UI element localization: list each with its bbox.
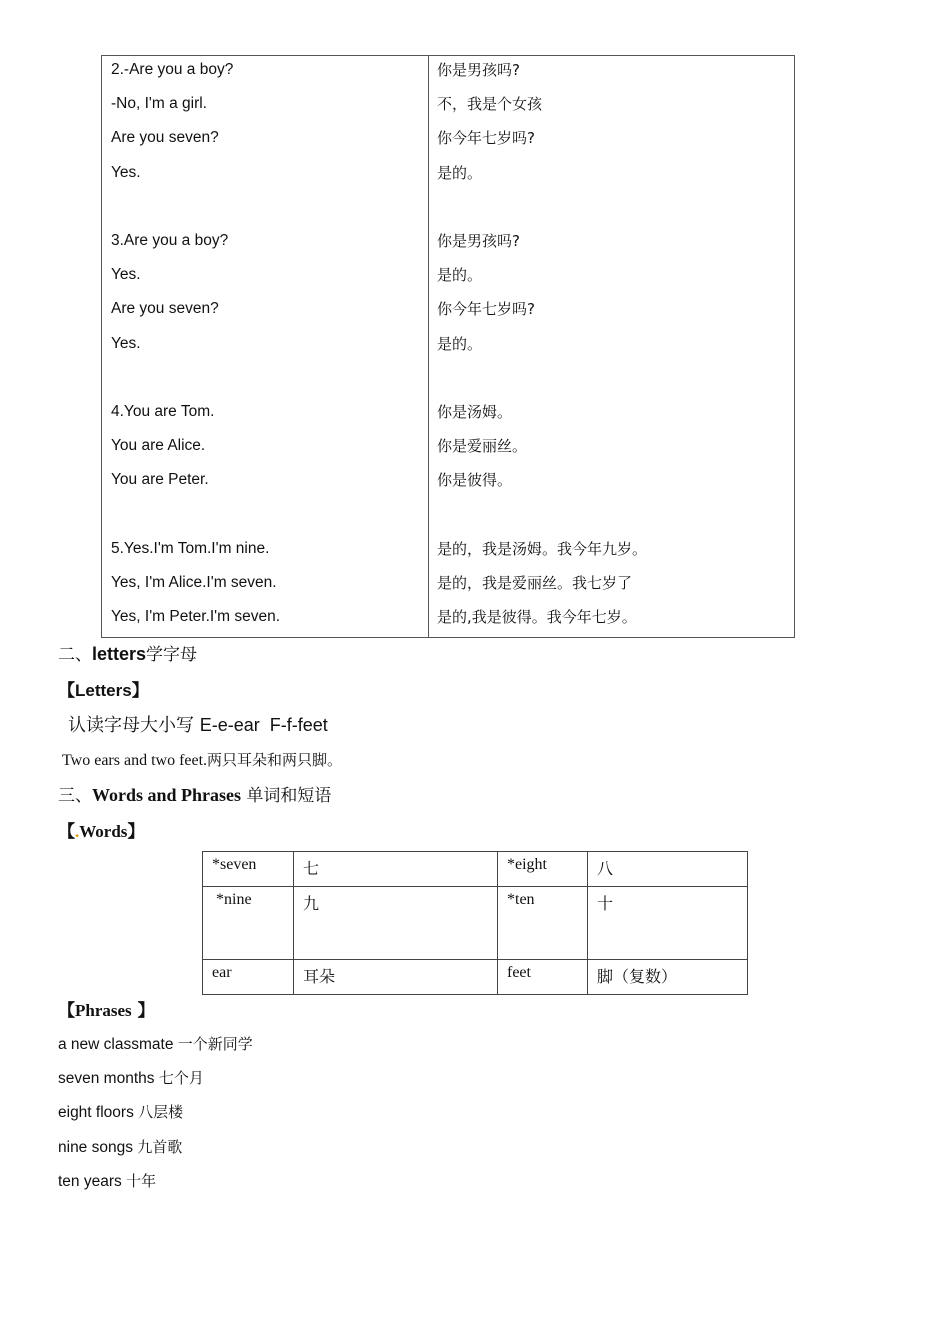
meaning-cell: 十 bbox=[588, 887, 748, 960]
word-cell: *ten bbox=[498, 887, 588, 960]
phrase-item: ten years 十年 bbox=[58, 1172, 157, 1190]
words-heading: 三、Words and Phrases 单词和短语 bbox=[58, 785, 332, 806]
meaning-cell: 耳朵 bbox=[294, 960, 498, 995]
dialogue-line-zh: 是的，我是汤姆。我今年九岁。 bbox=[437, 539, 648, 558]
chinese-column bbox=[437, 56, 647, 637]
dialogue-line-zh: 你是男孩吗? bbox=[437, 61, 520, 79]
dialogue-table bbox=[101, 55, 795, 638]
dialogue-line-en: Yes, I'm Peter.I'm seven. bbox=[111, 608, 281, 625]
dialogue-line-en: Yes, I'm Alice.I'm seven. bbox=[111, 573, 277, 591]
table-row bbox=[203, 852, 748, 887]
dialogue-line-zh: 你今年七岁吗? bbox=[437, 300, 535, 319]
letters-heading: 二、letters学字母 bbox=[58, 644, 198, 665]
phrases-subheading: 【Phrases 】 bbox=[58, 1001, 155, 1021]
dialogue-line-zh bbox=[437, 193, 647, 227]
dialogue-line-en bbox=[111, 500, 280, 534]
dialogue-line-en: Yes. bbox=[111, 266, 141, 284]
meaning-cell: 九 bbox=[294, 887, 498, 960]
dialogue-line-en: Are you seven? bbox=[111, 300, 219, 318]
words-table bbox=[202, 851, 748, 995]
english-column bbox=[111, 56, 280, 637]
phrase-item: eight floors 八层楼 bbox=[58, 1103, 184, 1121]
dialogue-line-en: Yes. bbox=[111, 334, 141, 352]
dialogue-line-zh: 你今年七岁吗? bbox=[437, 129, 535, 148]
dialogue-line-zh: 是的。 bbox=[437, 334, 483, 353]
column-divider bbox=[428, 56, 429, 637]
words-subheading: 【.Words】 bbox=[58, 822, 145, 842]
dialogue-line-zh: 你是彼得。 bbox=[437, 471, 513, 490]
dialogue-line-zh bbox=[437, 500, 647, 534]
dialogue-line-en bbox=[111, 364, 280, 398]
table-row bbox=[203, 887, 748, 960]
table-row bbox=[203, 960, 748, 995]
dialogue-line-zh: 是的,我是彼得。我今年七岁。 bbox=[437, 608, 637, 626]
dialogue-line-zh: 是的。 bbox=[437, 163, 483, 182]
phrase-item: nine songs 九首歌 bbox=[58, 1138, 183, 1156]
word-cell: *eight bbox=[498, 852, 588, 887]
letters-sentence: Two ears and two feet.两只耳朵和两只脚。 bbox=[62, 751, 343, 769]
dialogue-line-en: 2.-Are you a boy? bbox=[111, 61, 234, 78]
meaning-cell: 八 bbox=[588, 852, 748, 887]
dialogue-line-zh: 你是男孩吗? bbox=[437, 231, 520, 250]
letters-subheading: 【Letters】 bbox=[58, 681, 149, 701]
word-cell: *nine bbox=[203, 887, 294, 960]
dialogue-line-en bbox=[111, 193, 280, 227]
word-cell: ear bbox=[203, 960, 294, 995]
dialogue-line-zh: 你是汤姆。 bbox=[437, 402, 513, 421]
dialogue-line-en: You are Alice. bbox=[111, 437, 206, 455]
dialogue-line-zh: 你是爱丽丝。 bbox=[437, 437, 528, 456]
phrase-item: a new classmate 一个新同学 bbox=[58, 1035, 253, 1053]
word-cell: feet bbox=[498, 960, 588, 995]
phrase-item: seven months 七个月 bbox=[58, 1069, 204, 1087]
letters-instruction: 认读字母大小写 E-e-ear F-f-feet bbox=[68, 715, 328, 736]
dialogue-line-en: 4.You are Tom. bbox=[111, 402, 215, 420]
dialogue-line-en: Yes. bbox=[111, 163, 141, 181]
dialogue-line-zh bbox=[437, 364, 647, 398]
meaning-cell: 七 bbox=[294, 852, 498, 887]
dialogue-line-zh: 是的。 bbox=[437, 266, 483, 285]
dialogue-line-en: -No, I'm a girl. bbox=[111, 95, 207, 113]
word-cell: *seven bbox=[203, 852, 294, 887]
dialogue-line-en: 5.Yes.I'm Tom.I'm nine. bbox=[111, 539, 270, 557]
dialogue-line-zh: 不，我是个女孩 bbox=[437, 95, 543, 114]
dialogue-line-en: 3.Are you a boy? bbox=[111, 231, 229, 249]
dialogue-line-zh: 是的，我是爱丽丝。我七岁了 bbox=[437, 573, 633, 592]
dialogue-line-en: You are Peter. bbox=[111, 471, 209, 489]
meaning-cell: 脚（复数） bbox=[588, 960, 748, 995]
dialogue-line-en: Are you seven? bbox=[111, 129, 219, 147]
